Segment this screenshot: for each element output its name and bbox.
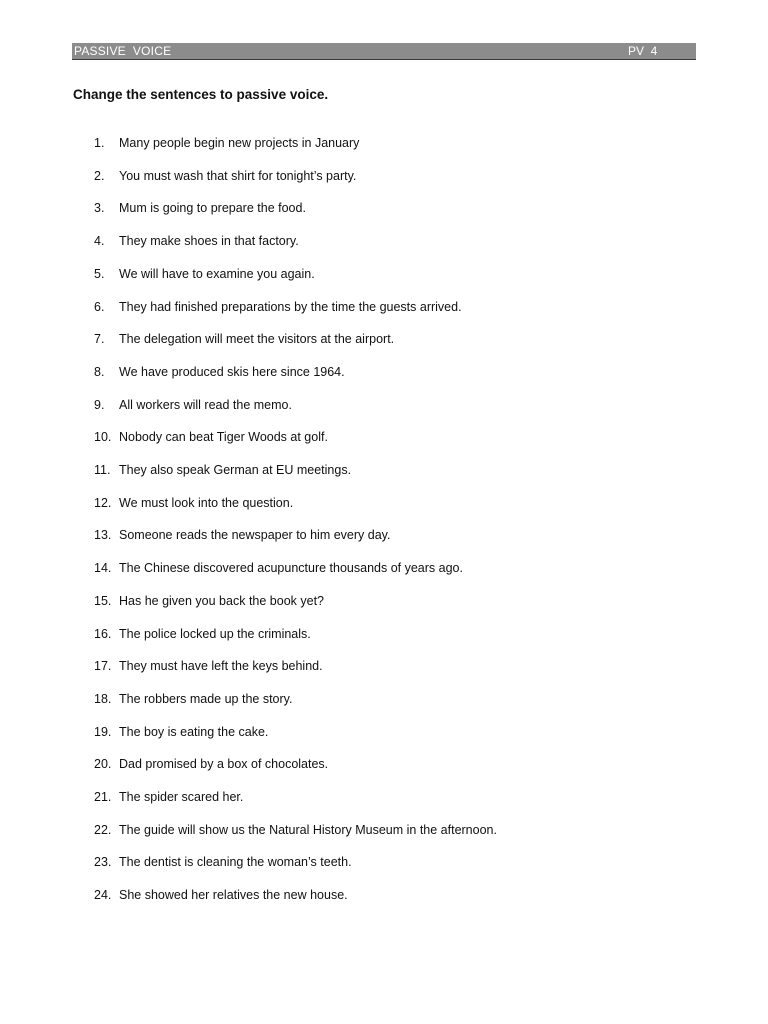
item-number: 5.: [94, 266, 105, 281]
item-number: 19.: [94, 724, 112, 739]
item-sentence: All workers will read the memo.: [119, 397, 292, 412]
header-page-code: PV 4: [628, 44, 658, 58]
item-number: 13.: [94, 528, 112, 543]
list-item: [94, 428, 328, 446]
instruction-heading: Change the sentences to passive voice.: [73, 87, 329, 102]
item-number: 14.: [94, 561, 112, 576]
item-sentence: The dentist is cleaning the woman’s teeth.: [119, 855, 352, 870]
item-sentence: Nobody can beat Tiger Woods at golf.: [119, 430, 328, 445]
item-number: 20.: [94, 757, 112, 772]
item-sentence: They make shoes in that factory.: [119, 234, 299, 249]
item-number: 4.: [94, 234, 105, 249]
item-number: 15.: [94, 593, 112, 608]
list-item: [94, 461, 351, 479]
item-sentence: Has he given you back the book yet?: [119, 593, 324, 608]
item-number: 17.: [94, 659, 112, 674]
item-number: 12.: [94, 495, 112, 510]
item-sentence: The guide will show us the Natural History Museum in the afternoon.: [119, 822, 497, 837]
item-number: 10.: [94, 430, 112, 445]
list-item: [94, 853, 352, 871]
item-sentence: The Chinese discovered acupuncture thousands of years ago.: [119, 561, 463, 576]
item-sentence: The delegation will meet the visitors at the airport.: [119, 332, 395, 347]
item-number: 21.: [94, 790, 112, 804]
item-number: 3.: [94, 201, 105, 216]
item-sentence: The boy is eating the cake.: [119, 724, 269, 739]
item-sentence: Many people begin new projects in January: [119, 136, 360, 150]
item-sentence: We have produced skis here since 1964.: [119, 364, 345, 379]
list-item: [94, 167, 356, 185]
item-sentence: We will have to examine you again.: [119, 266, 315, 281]
list-item: [94, 788, 243, 806]
list-item: [94, 363, 345, 381]
list-item: [94, 821, 497, 839]
list-item: [94, 723, 268, 741]
item-number: 2.: [94, 168, 105, 183]
item-number: 9.: [94, 397, 105, 412]
item-sentence: We must look into the question.: [119, 495, 294, 510]
list-item: [94, 559, 463, 577]
list-item: [94, 265, 315, 283]
list-item: [94, 625, 311, 643]
item-sentence: The spider scared her.: [119, 790, 244, 804]
list-item: [94, 886, 348, 904]
item-number: 11.: [94, 463, 111, 477]
item-sentence: They must have left the keys behind.: [119, 659, 323, 674]
item-number: 18.: [94, 691, 112, 706]
item-sentence: The robbers made up the story.: [119, 691, 293, 706]
item-sentence: Dad promised by a box of chocolates.: [119, 757, 329, 772]
item-sentence: The police locked up the criminals.: [119, 626, 311, 641]
list-item: [94, 657, 323, 675]
list-item: [94, 134, 359, 152]
header-bar: [72, 43, 696, 60]
item-sentence: Someone reads the newspaper to him every day.: [119, 528, 391, 543]
item-number: 7.: [94, 332, 105, 347]
item-number: 8.: [94, 364, 105, 379]
list-item: [94, 330, 394, 348]
list-item: [94, 232, 299, 250]
item-sentence: She showed her relatives the new house.: [119, 888, 348, 903]
list-item: [94, 396, 292, 414]
list-item: [94, 199, 306, 217]
item-sentence: They had finished preparations by the time the guests arrived.: [119, 299, 462, 314]
item-number: 6.: [94, 299, 105, 314]
list-item: [94, 755, 328, 773]
item-number: 16.: [94, 626, 112, 641]
item-sentence: You must wash that shirt for tonight’s party.: [119, 168, 357, 183]
item-number: 22.: [94, 822, 112, 837]
list-item: [94, 494, 293, 512]
item-sentence: Mum is going to prepare the food.: [119, 201, 306, 216]
list-item: [94, 690, 292, 708]
item-number: 1.: [94, 136, 105, 150]
list-item: [94, 298, 462, 316]
item-sentence: They also speak German at EU meetings.: [119, 463, 352, 477]
list-item: [94, 526, 390, 544]
list-item: [94, 592, 324, 610]
item-number: 23.: [94, 855, 112, 870]
header-title: PASSIVE VOICE: [74, 44, 172, 58]
item-number: 24.: [94, 888, 112, 903]
